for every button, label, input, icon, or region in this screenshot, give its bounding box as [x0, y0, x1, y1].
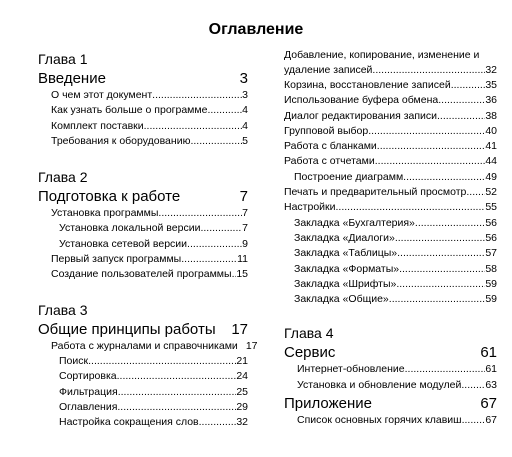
toc-entry[interactable]: Добавление, копирование, изменение и удаление записей ..... 32 — [284, 48, 497, 78]
toc-entry[interactable]: Как узнать больше о программе ..... 4 — [51, 103, 248, 118]
entries-list — [51, 339, 258, 431]
toc-entry[interactable]: Установка и обновление модулей ..... 63 — [297, 378, 497, 393]
section-title: Введение — [38, 70, 106, 87]
section-heading[interactable] — [38, 321, 248, 339]
section-heading[interactable] — [38, 70, 248, 88]
toc-entry[interactable]: Диалог редактирования записи ..... 38 — [284, 109, 497, 124]
toc-entry[interactable]: Закладка «Общие» ..... 59 — [294, 292, 497, 307]
section-page: 3 — [239, 70, 248, 87]
toc-entry[interactable]: Создание пользователей программы ..... 15 — [51, 267, 248, 282]
toc-entry[interactable]: Требования к оборудованию ..... 5 — [51, 134, 248, 149]
chapter-label: Глава 3 — [38, 301, 88, 318]
section-heading[interactable] — [38, 188, 248, 206]
page-title: Оглавление — [208, 21, 304, 38]
toc-entry[interactable]: Построение диаграмм ..... 49 — [294, 170, 497, 185]
entries-list — [51, 88, 248, 149]
toc-entry[interactable]: Интернет-обновление ..... 61 — [297, 362, 497, 377]
toc-entry[interactable]: Установка программы ..... 7 — [51, 206, 248, 221]
toc-entry[interactable]: Настройки ..... 55 — [284, 200, 497, 215]
section-title: Общие принципы работы — [38, 320, 216, 338]
toc-entry[interactable]: Комплект поставки ..... 4 — [51, 119, 248, 134]
toc-entry[interactable]: Закладка «Диалоги» ..... 56 — [294, 231, 497, 246]
toc-entry[interactable]: Сортировка ..... 24 — [59, 369, 248, 384]
toc-entry[interactable]: Закладка «Бухгалтерия» ..... 56 — [294, 216, 497, 231]
toc-entry[interactable]: Закладка «Форматы» ..... 58 — [294, 262, 497, 277]
toc-entry[interactable]: Поиск ..... 21 — [59, 354, 248, 369]
toc-entry[interactable]: Настройка сокращения слов ..... 32 — [59, 415, 248, 430]
chapter-label: Глава 2 — [38, 169, 88, 186]
left-column — [38, 51, 258, 430]
section-title: Приложение — [284, 395, 372, 413]
toc-entry[interactable]: Работа с бланками ..... 41 — [284, 139, 497, 154]
section-page: 61 — [480, 344, 497, 362]
section-heading[interactable] — [284, 395, 497, 413]
toc-entry[interactable]: Работа с журналами и справочниками 17 — [51, 339, 258, 352]
chapter-label: Глава 1 — [38, 51, 88, 67]
entries-list — [51, 206, 248, 282]
section-page: 67 — [480, 395, 497, 413]
entries-list — [297, 362, 497, 393]
toc-entry[interactable]: Корзина, восстановление записей ..... 35 — [284, 78, 497, 93]
toc-entry[interactable]: Первый запуск программы ..... 11 — [51, 252, 248, 267]
toc-entry[interactable]: Групповой выбор ..... 40 — [284, 124, 497, 139]
section-title: Сервис — [284, 344, 336, 362]
toc-entry[interactable]: О чем этот документ ..... 3 — [51, 88, 248, 103]
toc-entry[interactable]: Печать и предварительный просмотр ..... 52 — [284, 185, 497, 200]
toc-entry[interactable]: Фильтрация ..... 25 — [59, 385, 248, 400]
section-page: 7 — [239, 188, 248, 206]
toc-entry[interactable]: Установка сетевой версии ..... 9 — [59, 237, 248, 252]
toc-entry[interactable]: Закладка «Таблицы» ..... 57 — [294, 246, 497, 261]
toc-entry[interactable]: Использование буфера обмена ..... 36 — [284, 93, 497, 108]
entries-list — [297, 413, 497, 428]
chapter-label: Глава 4 — [284, 325, 334, 342]
toc-entry[interactable]: Работа с отчетами ..... 44 — [284, 154, 497, 169]
section-heading[interactable] — [284, 344, 497, 362]
toc-entry[interactable]: Список основных горячих клавиш ..... 67 — [297, 413, 497, 428]
toc-entry[interactable]: Установка локальной версии ..... 7 — [59, 221, 248, 236]
section-page: 17 — [231, 320, 248, 338]
right-column — [284, 48, 497, 428]
toc-entry[interactable]: Закладка «Шрифты» ..... 59 — [294, 277, 497, 292]
section-title: Подготовка к работе — [38, 188, 181, 206]
toc-entry[interactable]: Оглавления ..... 29 — [59, 400, 248, 415]
